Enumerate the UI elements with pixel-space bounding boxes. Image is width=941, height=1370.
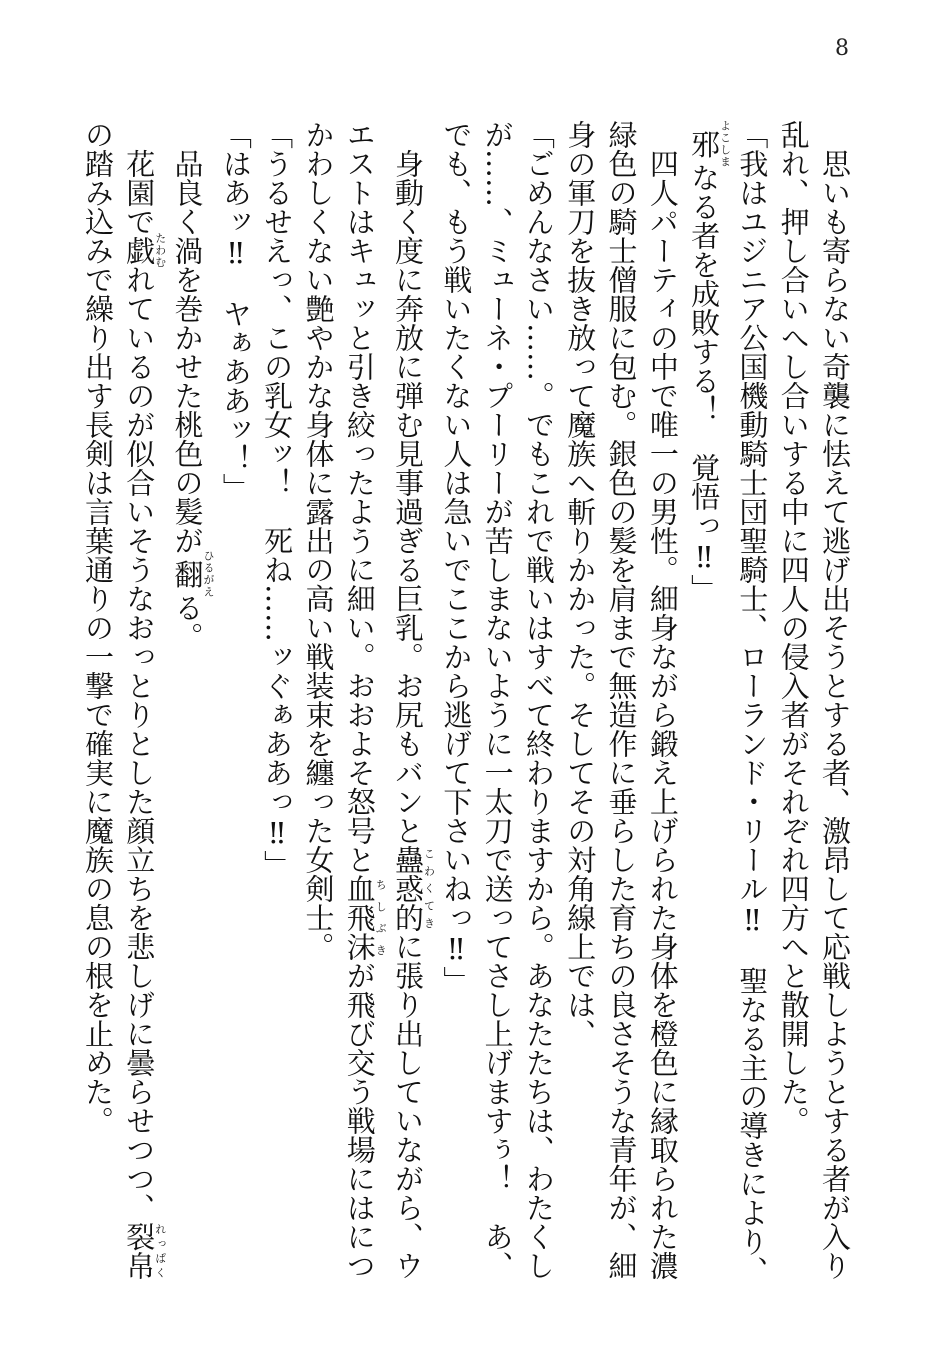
text-line: 邪よこしまなる者を成敗する！ 覚悟っ‼」 [687,120,732,603]
text-line: 思いも寄らない奇襲に怯えて逃げ出そうとする者、激昂して応戦しようとする者が入り [818,120,852,1280]
text-line: かわしくない艶やかな身体に露出の高い戦装束を纏った女剣士。 [301,120,336,961]
text-line: 乱れ、押し合いへし合いする中に四人の侵入者がそれぞれ四方へと散開した。 [776,120,811,1135]
text-line: 「ごめんなさい……。でもこれで戦いはすべて終わりますから。あなたたちは、わたくし [521,120,556,1280]
text-line: 花園で戯たわむれているのが似合いそうなおっとりとした顔立ちを悲しげに曇らせつつ、裂帛れっぱく [122,120,167,1280]
ruby-annotation: 邪よこしま [687,120,732,168]
ruby-annotation: 戯たわむ [122,232,167,269]
text-line: 身の軍刀を抜き放って魔族へ斬りかかった。そしてその対角線上では、 [563,120,598,1048]
text-line: 「はあッ‼ ヤぁああッ！」 [218,120,253,502]
text-line: 身動く度に奔放に弾む見事過ぎる巨乳。お尻もバンと蠱惑的こわくてきに張り出していながら、ウ [391,120,436,1280]
page-number: 8 [835,36,849,61]
text-line: 「我はユジニア公国機動騎士団聖騎士、ローランド・リール‼ 聖なる主の導きにより、 [735,120,770,1285]
text-line: 緑色の騎士僧服に包む。銀色の髪を肩まで無造作に垂らした育ちの良さそうな青年が、細 [604,120,639,1280]
text-line: エストはキュッと引き絞ったように細い。おおよそ怒号と血飛沫ちしぶきが飛び交う戦場にはにつ [342,120,388,1280]
text-line: でも、もう戦いたくない人は急いでここから逃げて下さいねっ‼」 [439,120,474,995]
text-line: の踏み込みで繰り出す長剣は言葉通りの一撃で確実に魔族の息の根を止めた。 [80,120,115,1135]
ruby-annotation: 血飛沫ちしぶき [342,874,388,961]
text-line: 四人パーティの中で唯一の男性。細身ながら鍛え上げられた身体を橙色に縁取られた濃 [645,120,680,1280]
text-line: が……、ミューネ・プーリーが苦しまないように一太刀で送ってさし上げますぅ！ あ、 [480,120,515,1280]
text-line: 品良く渦を巻かせた桃色の髪が翻ひるがえる。 [170,120,216,651]
ruby-annotation: 蠱惑的こわくてき [391,845,436,932]
ruby-annotation: 翻ひるがえ [170,550,216,598]
ruby-annotation: 裂帛れっぱく [122,1222,167,1280]
text-line: 「うるせえっ、この乳女ッ！ 死ね……ッぐぁああっ‼」 [260,120,295,879]
vertical-text-block [77,120,855,1340]
